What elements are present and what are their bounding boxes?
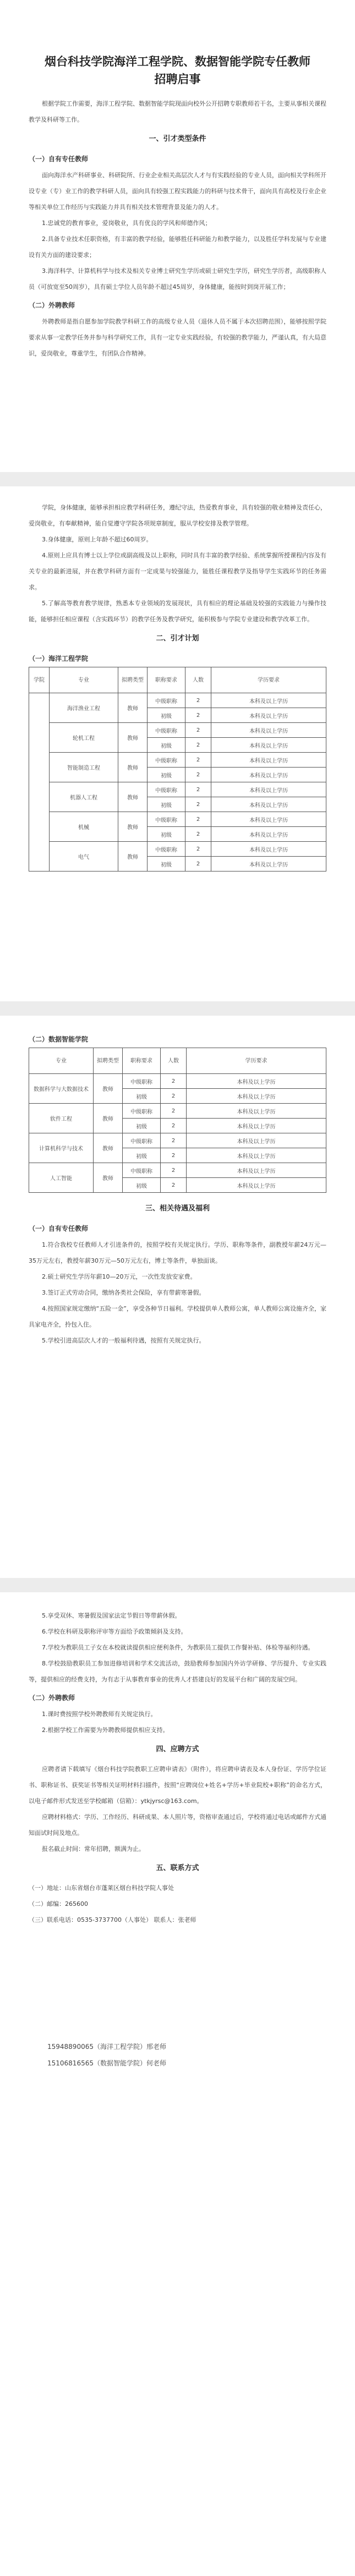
cell-rank: 中级职称 — [123, 1074, 161, 1089]
cell-degree: 本科及以上学历 — [187, 1104, 326, 1119]
list-item: 5.享受双休、寒暑假及国家法定节假日等带薪休假。 — [42, 1612, 181, 1619]
cell-rank: 初级 — [123, 1178, 161, 1193]
section-title-contact: 五、联系方式 — [156, 1864, 199, 1872]
cell-rank: 中级职称 — [123, 1104, 161, 1119]
table-row — [29, 753, 326, 768]
cell-count: 2 — [185, 753, 211, 768]
cell-major: 智能制造工程 — [50, 753, 118, 782]
cell-type: 教师 — [94, 1074, 123, 1104]
cell-count: 2 — [161, 1163, 187, 1178]
title-block — [0, 53, 355, 88]
paragraph: 报名截止时间：常年招聘，额满为止。 — [42, 1845, 145, 1852]
cell-degree: 本科及以上学历 — [211, 857, 326, 872]
cell-rank: 中级职称 — [148, 782, 185, 797]
contact-phone: （三）联系电话：0535-3737700（人事处） 联系人：张老师 — [29, 1916, 196, 1923]
cell-major: 人工智能 — [29, 1163, 94, 1193]
section-title-benefits: 三、相关待遇及福利 — [145, 1204, 210, 1213]
cell-type: 教师 — [118, 842, 148, 872]
cell-rank: 初级 — [148, 857, 185, 872]
cell-type: 教师 — [94, 1163, 123, 1193]
cell-degree: 本科及以上学历 — [211, 738, 326, 753]
cell-count: 2 — [185, 693, 211, 708]
cell-rank: 初级 — [148, 827, 185, 842]
list-item: 5.学校引进高层次人才的一般福利待遇，按照有关规定执行。 — [42, 1337, 205, 1344]
list-item: 8.学校鼓励教职员工参加进修培训和学术交流活动，鼓励教师参加国内外访学研修、学历提升、专业实践等，提供相应的经费支持，为有志于从事教育事业的优秀人才搭建良好的发展平台和广阔的发展空间。 — [29, 1660, 326, 1683]
cell-count: 2 — [185, 782, 211, 797]
cell-degree: 本科及以上学历 — [211, 708, 326, 723]
table-row — [29, 1133, 326, 1148]
cell-rank: 初级 — [148, 768, 185, 782]
cell-degree: 本科及以上学历 — [211, 723, 326, 738]
cell-rank: 初级 — [148, 738, 185, 753]
cell-rank: 中级职称 — [148, 812, 185, 827]
page-title: 烟台科技学院海洋工程学院、数据智能学院专任教师 — [45, 54, 310, 68]
table-row — [29, 693, 326, 708]
cell-degree: 本科及以上学历 — [187, 1178, 326, 1193]
cell-type: 教师 — [118, 723, 148, 753]
cell-rank: 初级 — [123, 1089, 161, 1104]
cell-count: 2 — [185, 797, 211, 812]
list-item: 7.学校为教职员工子女在本校就读提供相应便利条件，为教职员工提供工作餐补贴、体检等福利待遇。 — [42, 1644, 314, 1651]
col-header-major: 专业 — [29, 1048, 94, 1074]
paragraph: 学院，身体健康，能够承担相应教学科研任务，遵纪守法，热爱教育事业，具有较强的敬业精神及责任心，爱岗敬业，有奉献精神，能自觉遵守学院各项规章制度，服从学校安排及教学管理。 — [29, 504, 326, 527]
table-row — [29, 723, 326, 738]
table1-caption: （一）海洋工程学院 — [29, 655, 89, 662]
contact-address: （一）地址：山东省烟台市蓬莱区烟台科技学院人事处 — [29, 1884, 174, 1892]
cell-count: 2 — [185, 708, 211, 723]
col-header-major: 专业 — [50, 667, 118, 693]
section-title-requirements: 一、引才类型条件 — [149, 135, 206, 143]
list-item: 2.硕士研究生学历年薪10—20万元，一次性发放安家费。 — [42, 1273, 196, 1280]
table-row — [29, 842, 326, 857]
cell-type: 教师 — [118, 693, 148, 723]
list-item: 3.海洋科学、计算机科学与技术及相关专业博士研究生学历或硕士研究生学历，研究生学历者，高级职称人员（可放宽至50周岁），具有硕士学位人员年龄不超过45周岁，身体健康，能按时到岗开展工作； — [29, 267, 326, 291]
table-row — [29, 812, 326, 827]
cell-count: 2 — [161, 1104, 187, 1119]
intro-paragraph: 根据学院工作需要，海洋工程学院、数据智能学院现面向校外公开招聘专职教师若干名，主要从事相关课程教学及科研等工作。 — [29, 100, 326, 123]
table-row — [29, 782, 326, 797]
cell-rank: 中级职称 — [123, 1163, 161, 1178]
table-row — [29, 1104, 326, 1119]
list-item: 2.根据学校工作需要为外聘教师提供相应支持。 — [42, 1727, 169, 1734]
cell-degree: 本科及以上学历 — [211, 827, 326, 842]
cell-degree: 本科及以上学历 — [187, 1074, 326, 1089]
cell-degree: 本科及以上学历 — [187, 1119, 326, 1133]
cell-college — [29, 693, 50, 872]
cell-count: 2 — [161, 1148, 187, 1163]
cell-degree: 本科及以上学历 — [211, 753, 326, 768]
cell-degree: 本科及以上学历 — [211, 842, 326, 857]
intro-section — [0, 96, 355, 361]
subsection-fulltime: （一）自有专任教师 — [29, 155, 89, 163]
col-header-count: 人数 — [185, 667, 211, 693]
cell-count: 2 — [185, 827, 211, 842]
cell-degree: 本科及以上学历 — [187, 1133, 326, 1148]
cell-degree: 本科及以上学历 — [211, 782, 326, 797]
cell-rank: 中级职称 — [148, 842, 185, 857]
contact-phone-ocean: 15948890065（海洋工程学院）邢老师 — [47, 2043, 166, 2051]
cell-count: 2 — [185, 842, 211, 857]
cell-degree: 本科及以上学历 — [187, 1089, 326, 1104]
list-item: 4.原则上应具有博士以上学位或副高级及以上职称，同时具有丰富的教学经验、系统掌握所授课程内容及有关专业的最新进展，并在教学科研方面有一定成果与较强能力，能胜任课程教学及指导学生实践环节的任务需求。 — [29, 552, 326, 591]
page-divider — [0, 472, 355, 486]
requirements-continued — [0, 500, 355, 872]
cell-count: 2 — [185, 768, 211, 782]
cell-degree: 本科及以上学历 — [211, 797, 326, 812]
cell-degree: 本科及以上学历 — [187, 1163, 326, 1178]
cell-rank: 初级 — [123, 1119, 161, 1133]
phone-block — [0, 2038, 355, 2071]
cell-count: 2 — [161, 1119, 187, 1133]
cell-rank: 中级职称 — [148, 723, 185, 738]
paragraph: 应聘者请下载填写《烟台科技学院教职工应聘申请表》（附件），将应聘申请表及本人身份证、学历学位证书、职称证书、获奖证书等相关证明材料扫描件，按照“应聘岗位+姓名+学历+毕业院校+职称”的命名方式，以电子邮件形式发送至学校邮箱（信箱）：ytkjyrsc@163.com。 — [29, 1766, 326, 1805]
page-title-line2: 招聘启事 — [154, 72, 201, 86]
col-header-rank: 职称要求 — [123, 1048, 161, 1074]
col-header-degree: 学历要求 — [187, 1048, 326, 1074]
cell-major: 计算机科学与技术 — [29, 1133, 94, 1163]
cell-major: 软件工程 — [29, 1104, 94, 1133]
col-header-degree: 学历要求 — [211, 667, 326, 693]
col-header-count: 人数 — [161, 1048, 187, 1074]
subsection-external: （二）外聘教师 — [29, 302, 75, 309]
contact-phone-data: 15106816565（数据智能学院）何老师 — [47, 2059, 166, 2067]
cell-major: 电气 — [50, 842, 118, 872]
table-row — [29, 1074, 326, 1089]
page-divider — [0, 1001, 355, 1016]
cell-count: 2 — [185, 812, 211, 827]
table2-caption: （二）数据智能学院 — [29, 1035, 89, 1043]
col-header-type: 拟聘类型 — [118, 667, 148, 693]
list-item: 2.具备专业技术任职资格，有丰富的教学经验，能够胜任科研能力和教学能力，以及胜任学科发展与专业建设有关方面的建设要求； — [29, 235, 326, 259]
recruit-table-ocean — [29, 667, 326, 872]
list-item: 1.课时费按照学校外聘教师有关规定执行。 — [42, 1711, 157, 1718]
cell-rank: 中级职称 — [123, 1133, 161, 1148]
cell-type: 教师 — [118, 782, 148, 812]
cell-degree: 本科及以上学历 — [187, 1148, 326, 1163]
cell-major: 机械 — [50, 812, 118, 842]
cell-type: 教师 — [94, 1133, 123, 1163]
subsection-benefits-external: （二）外聘教师 — [29, 1694, 75, 1702]
recruit-table-data — [29, 1048, 326, 1193]
cell-degree: 本科及以上学历 — [211, 768, 326, 782]
contact-postcode: （二）邮编：265600 — [29, 1900, 88, 1908]
col-header-rank: 职称要求 — [148, 667, 185, 693]
benefits-continued — [0, 1608, 355, 1928]
list-item: 3.签订正式劳动合同，缴纳各类社会保险，享有带薪寒暑假。 — [42, 1289, 205, 1296]
list-item: 3.身体健康，原则上年龄不超过60周岁。 — [42, 536, 152, 543]
cell-count: 2 — [161, 1074, 187, 1089]
cell-degree: 本科及以上学历 — [211, 693, 326, 708]
paragraph: 外聘教师是指自愿参加学院教学科研工作的高级专业人员（退休人员不属于本次招聘范围），能够按照学院要求从事一定教学任务并参与科学研究工作，具有一定专业实践经验，有较强的教学能力，严谨认真，有大局意识，爱岗敬业，尊重学生，有团队合作精神。 — [29, 318, 326, 357]
table-row — [29, 1163, 326, 1178]
cell-degree: 本科及以上学历 — [211, 812, 326, 827]
cell-type: 教师 — [118, 753, 148, 782]
col-header-college: 学院 — [29, 667, 50, 693]
cell-type: 教师 — [118, 812, 148, 842]
cell-major: 轮机工程 — [50, 723, 118, 753]
cell-type: 教师 — [94, 1104, 123, 1133]
cell-rank: 初级 — [148, 708, 185, 723]
cell-rank: 初级 — [123, 1148, 161, 1163]
list-item: 6.学校在科研及职称评审等方面给予政策倾斜及支持。 — [42, 1628, 187, 1635]
cell-count: 2 — [161, 1089, 187, 1104]
cell-rank: 中级职称 — [148, 753, 185, 768]
cell-rank: 中级职称 — [148, 693, 185, 708]
paragraph: 面向海洋水产科研事业、科研院所、行业企业相关高层次人才与有实践经验的专业人员，面向相关学科所开设专业（专）业工作的教学科研人员，面向具有较强工程实践能力的科研与技术骨干，面向具有高校及行业企业等相关单位工作经历与实践能力并具有相关技术管理背景及能力的人才。 — [29, 172, 326, 211]
cell-count: 2 — [185, 857, 211, 872]
table2-block — [0, 1029, 355, 1349]
cell-rank: 初级 — [148, 797, 185, 812]
cell-count: 2 — [161, 1178, 187, 1193]
cell-count: 2 — [185, 738, 211, 753]
list-item: 5.了解高等教育教学规律，熟悉本专业领域的发展现状，具有相应的理论基础及较强的实践能力与操作技能，能够担任相应课程（含实践环节）的教学任务及教学研究，能积极参与学院专业建设和教学改革工作。 — [29, 600, 326, 623]
list-item: 1.忠诚党的教育事业，爱岗敬业，具有优良的学风和师德作风； — [42, 220, 211, 227]
section-title-apply: 四、应聘方式 — [156, 1745, 199, 1753]
list-item: 4.按照国家规定缴纳“五险一金”，享受各种节日福利。学校提供单人教师公寓，单人教师公寓设施齐全，家具家电齐全，拎包入住。 — [29, 1305, 326, 1328]
section-title-plan: 二、引才计划 — [156, 634, 199, 643]
cell-count: 2 — [161, 1133, 187, 1148]
cell-major: 海洋渔业工程 — [50, 693, 118, 723]
cell-major: 机器人工程 — [50, 782, 118, 812]
cell-major: 数据科学与大数据技术 — [29, 1074, 94, 1104]
paragraph: 应聘材料格式：学历、工作经历、科研成果、本人照片等，资格审查通过后，学校将通过电话或邮件方式通知面试时间及地点。 — [29, 1813, 326, 1837]
cell-count: 2 — [185, 723, 211, 738]
page-divider — [0, 1578, 355, 1592]
subsection-benefits-fulltime: （一）自有专任教师 — [29, 1225, 89, 1232]
list-item: 1.符合我校专任教师人才引进条件的，按照学校有关规定执行。学历、职称等条件，副教授年薪24万元—35万元左右，教授年薪30万元—50万元左右，博士等条件，单独面谈。 — [29, 1241, 326, 1264]
col-header-type: 拟聘类型 — [94, 1048, 123, 1074]
